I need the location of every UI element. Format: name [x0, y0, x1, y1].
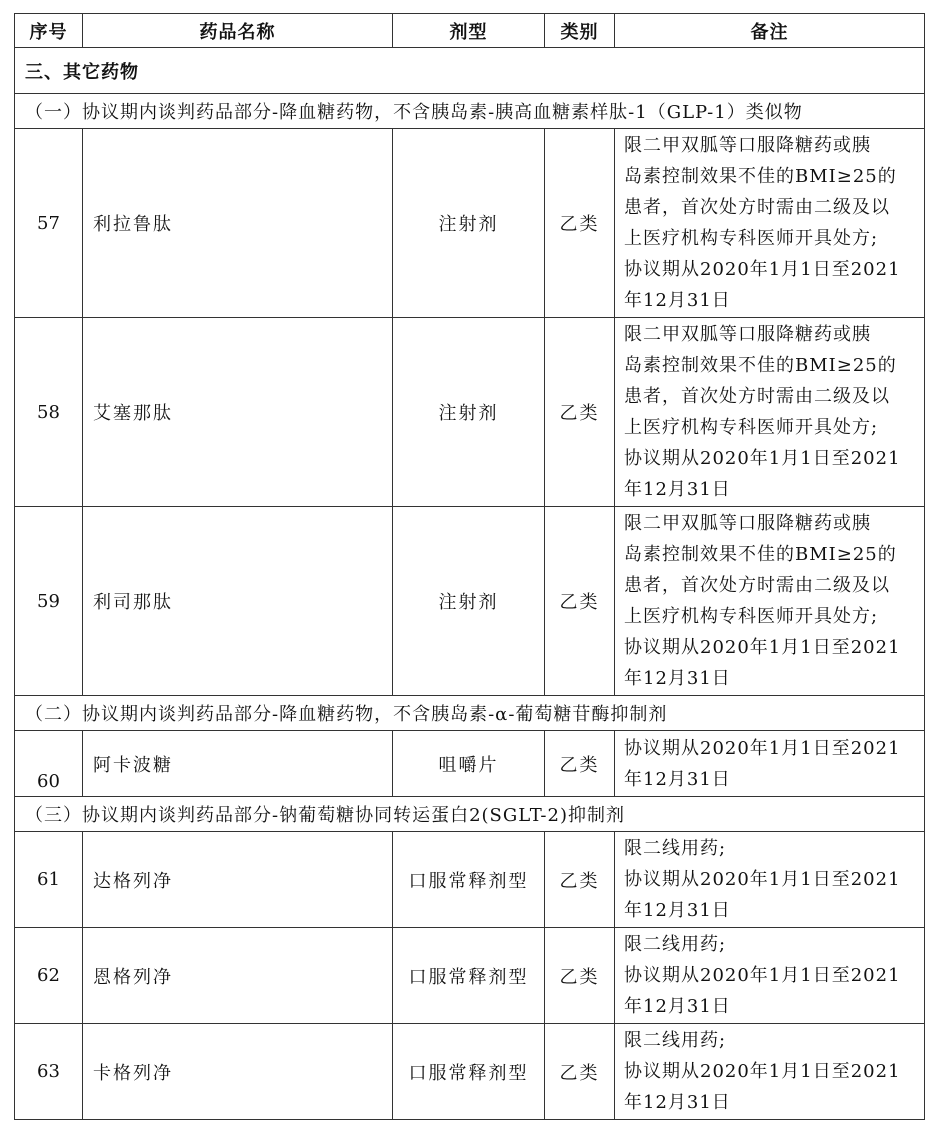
note-line: 患者，首次处方时需由二级及以 — [624, 197, 890, 218]
header-seq: 序号 — [15, 14, 83, 48]
cell-category: 乙类 — [545, 507, 615, 696]
cell-note — [615, 731, 925, 797]
cell-note — [615, 1024, 925, 1120]
cell-drug-name: 利拉鲁肽 — [83, 129, 393, 318]
cell-seq: 63 — [15, 1024, 83, 1120]
section-title: 三、其它药物 — [15, 48, 925, 94]
cell-note — [615, 507, 925, 696]
cell-category: 乙类 — [545, 731, 615, 797]
cell-dosage-form: 口服常释剂型 — [393, 832, 545, 928]
cell-category: 乙类 — [545, 928, 615, 1024]
note-line: 协议期从2020年1月1日至2021 — [624, 737, 901, 759]
table-row — [15, 129, 925, 318]
cell-note — [615, 318, 925, 507]
cell-category: 乙类 — [545, 129, 615, 318]
note-line: 协议期从2020年1月1日至2021 — [624, 448, 901, 469]
note-line: 年12月31日 — [624, 1092, 731, 1113]
note-line: 限二线用药; — [624, 838, 727, 859]
cell-note — [615, 129, 925, 318]
note-line: 年12月31日 — [624, 668, 731, 689]
cell-dosage-form: 口服常释剂型 — [393, 928, 545, 1024]
note-line: 上医疗机构专科医师开具处方; — [624, 417, 879, 438]
subsection-row — [15, 797, 925, 832]
drug-list-table — [14, 13, 925, 1120]
note-line: 岛素控制效果不佳的BMI≥25的 — [624, 544, 897, 565]
cell-seq: 59 — [15, 507, 83, 696]
cell-drug-name: 卡格列净 — [83, 1024, 393, 1120]
note-line: 患者，首次处方时需由二级及以 — [624, 575, 890, 596]
section-row — [15, 48, 925, 94]
note-line: 上医疗机构专科医师开具处方; — [624, 606, 879, 627]
table-row — [15, 832, 925, 928]
header-note: 备注 — [615, 14, 925, 48]
note-line: 限二甲双胍等口服降糖药或胰 — [624, 324, 871, 345]
table-row — [15, 1024, 925, 1120]
note-line: 患者，首次处方时需由二级及以 — [624, 386, 890, 407]
cell-category: 乙类 — [545, 1024, 615, 1120]
cell-dosage-form: 咀嚼片 — [393, 731, 545, 797]
table-row — [15, 928, 925, 1024]
cell-drug-name: 恩格列净 — [83, 928, 393, 1024]
cell-dosage-form: 口服常释剂型 — [393, 1024, 545, 1120]
cell-seq: 58 — [15, 318, 83, 507]
cell-dosage-form: 注射剂 — [393, 318, 545, 507]
cell-category: 乙类 — [545, 318, 615, 507]
cell-drug-name: 阿卡波糖 — [83, 731, 393, 797]
note-line: 年12月31日 — [624, 768, 731, 790]
note-line: 限二甲双胍等口服降糖药或胰 — [624, 135, 871, 156]
note-line: 岛素控制效果不佳的BMI≥25的 — [624, 355, 897, 376]
cell-seq: 61 — [15, 832, 83, 928]
header-name: 药品名称 — [83, 14, 393, 48]
note-line: 年12月31日 — [624, 290, 731, 311]
header-category: 类别 — [545, 14, 615, 48]
note-line: 限二线用药; — [624, 1030, 727, 1051]
cell-dosage-form: 注射剂 — [393, 129, 545, 318]
cell-seq: 57 — [15, 129, 83, 318]
subsection-title: （三）协议期内谈判药品部分-钠葡萄糖协同转运蛋白2(SGLT-2)抑制剂 — [15, 797, 925, 832]
header-form: 剂型 — [393, 14, 545, 48]
note-line: 年12月31日 — [624, 479, 731, 500]
note-line: 年12月31日 — [624, 900, 731, 921]
cell-drug-name: 艾塞那肽 — [83, 318, 393, 507]
subsection-row — [15, 696, 925, 731]
note-line: 协议期从2020年1月1日至2021 — [624, 869, 901, 890]
note-line: 岛素控制效果不佳的BMI≥25的 — [624, 166, 897, 187]
table-row — [15, 507, 925, 696]
table-row — [15, 318, 925, 507]
subsection-row — [15, 94, 925, 129]
cell-drug-name: 利司那肽 — [83, 507, 393, 696]
note-line: 协议期从2020年1月1日至2021 — [624, 259, 901, 280]
note-line: 协议期从2020年1月1日至2021 — [624, 637, 901, 658]
note-line: 上医疗机构专科医师开具处方; — [624, 228, 879, 249]
cell-category: 乙类 — [545, 832, 615, 928]
cell-dosage-form: 注射剂 — [393, 507, 545, 696]
note-line: 限二线用药; — [624, 934, 727, 955]
table-row — [15, 731, 925, 797]
cell-note — [615, 928, 925, 1024]
note-line: 年12月31日 — [624, 996, 731, 1017]
subsection-title: （一）协议期内谈判药品部分-降血糖药物，不含胰岛素-胰高血糖素样肽-1（GLP-1）类似物 — [15, 94, 925, 129]
cell-note — [615, 832, 925, 928]
note-line: 限二甲双胍等口服降糖药或胰 — [624, 513, 871, 534]
note-line: 协议期从2020年1月1日至2021 — [624, 1061, 901, 1082]
subsection-title: （二）协议期内谈判药品部分-降血糖药物，不含胰岛素-α-葡萄糖苷酶抑制剂 — [15, 696, 925, 731]
cell-seq: 60 — [15, 731, 83, 797]
table-header-row — [15, 14, 925, 48]
cell-seq: 62 — [15, 928, 83, 1024]
note-line: 协议期从2020年1月1日至2021 — [624, 965, 901, 986]
cell-drug-name: 达格列净 — [83, 832, 393, 928]
